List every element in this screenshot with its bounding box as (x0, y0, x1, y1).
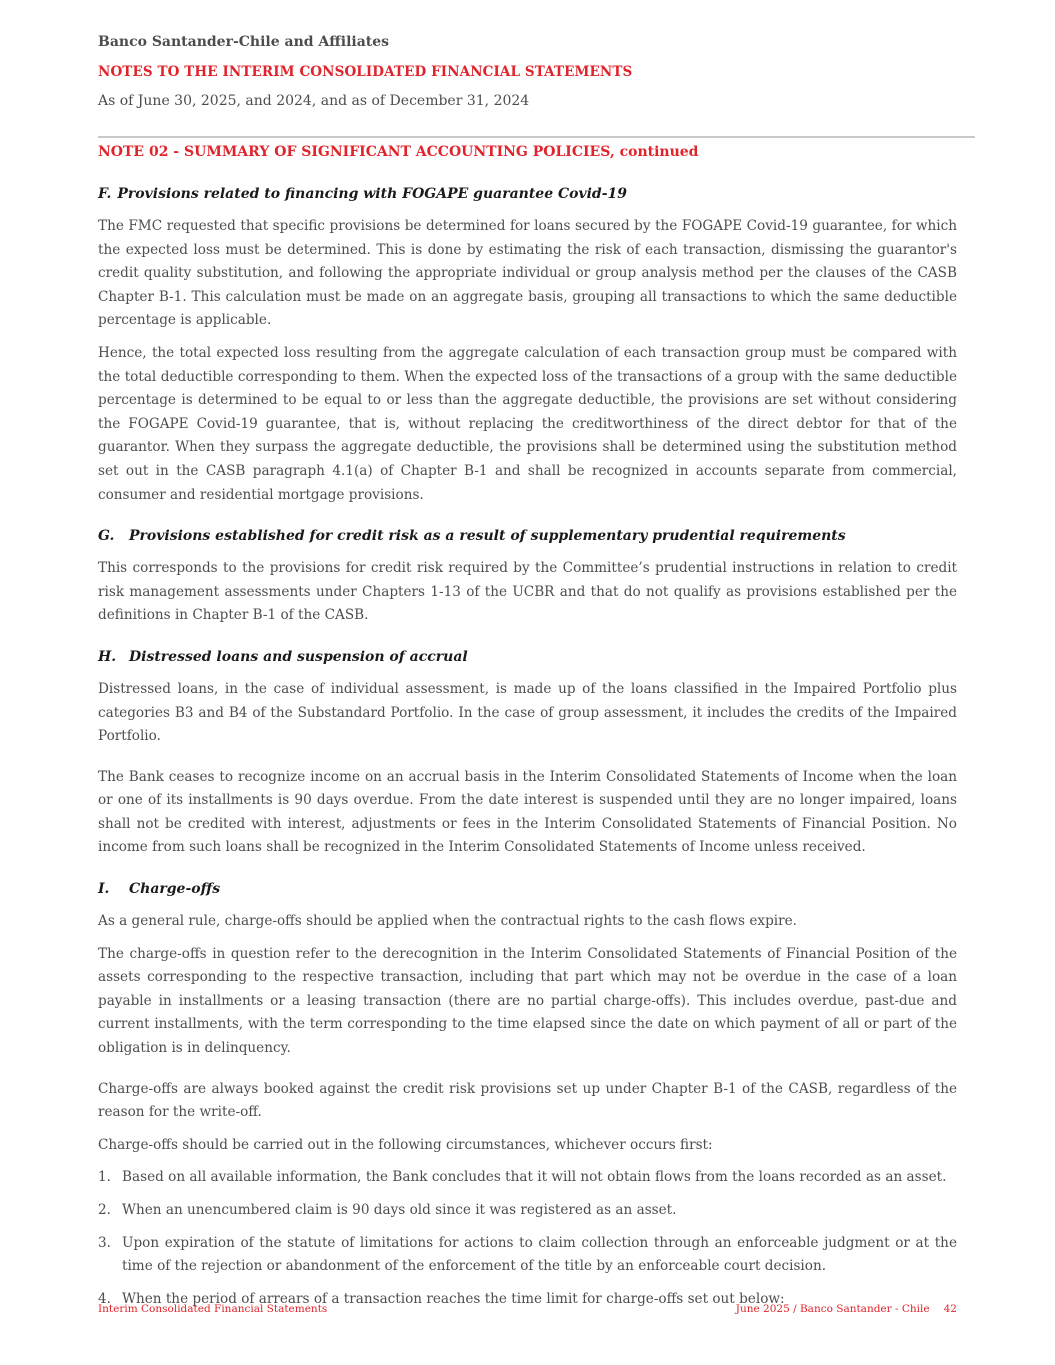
section-f-paragraph-1: The FMC requested that specific provisions be determined for loans secured by the FOGAPE Covid-19 guarantee, for which the expected loss must be determined. This is done by estimating the risk of each transaction, dismissing the guarantor's credit quality substitution, and following the appropriate individual or group analysis method per the clauses of the CASB Chapter B-1. This calculation must be made on an aggregate basis, grouping all transactions to which the same deductible percentage is applicable. (98, 218, 957, 329)
list-item-text: When an unencumbered claim is 90 days old since it was registered as an asset. (122, 1202, 677, 1218)
section-h-title: Distressed loans and suspension of accrual (129, 648, 468, 665)
section-i-paragraph-3: Charge-offs are always booked against the credit risk provisions set up under Chapter B-1 of the CASB, regardless of the reason for the write-off. (98, 1080, 957, 1121)
section-i-paragraph-4: Charge-offs should be carried out in the following circumstances, whichever occurs first: (98, 1136, 713, 1153)
section-g-paragraph-1: This corresponds to the provisions for credit risk required by the Committee’s prudential instructions in relation to credit risk management assessments under Chapters 1-13 of the UCBR and that do not qualify as provisions established per the definitions in Chapter B-1 of the CASB. (98, 560, 957, 624)
footer-document-title: Interim Consolidated Financial Statements (98, 1303, 328, 1315)
footer-date-issuer: June 2025 / Banco Santander - Chile (735, 1303, 930, 1315)
section-h-paragraph-2: The Bank ceases to recognize income on an accrual basis in the Interim Consolidated Statements of Income when the loan or one of its installments is 90 days overdue. From the date interest is suspended until they are no longer impaired, loans shall not be credited with interest, adjustments or fees in the Interim Consolidated Statements of Financial Position. No income from such loans shall be recognized in the Interim Consolidated Statements of Income unless received. (98, 768, 957, 856)
list-item-number: 1. (98, 1169, 111, 1186)
section-i-heading (98, 877, 957, 901)
section-f-paragraph-2: Hence, the total expected loss resulting from the aggregate calculation of each transaction group must be compared with the total deductible corresponding to them. When the expected loss of the transactions of a group with the same deductible percentage is determined to be equal to or less than the aggregate deductible, the provisions are set without considering the FOGAPE Covid-19 guarantee, that is, without replacing the creditworthiness of the direct debtor for that of the guarantor. When they surpass the aggregate deductible, the provisions shall be determined using the substitution method set out in the CASB paragraph 4.1(a) of Chapter B-1 and shall be recognized in accounts separate from commercial, consumer and residential mortgage provisions. (98, 344, 957, 503)
section-h-letter: H. (98, 648, 117, 665)
header-divider (98, 136, 975, 138)
section-f-title: Provisions related to financing with FOGAPE guarantee Covid-19 (117, 186, 628, 202)
list-item (98, 1232, 957, 1279)
section-h-paragraph-1: Distressed loans, in the case of individual assessment, is made up of the loans classified in the Impaired Portfolio plus categories B3 and B4 of the Substandard Portfolio. In the case of group assessment, it includes the credits of the Impaired Portfolio. (98, 680, 957, 745)
document-body (98, 182, 957, 1311)
footer-right (736, 1303, 957, 1315)
section-f-letter: F. (98, 186, 112, 202)
charge-off-circumstances-list (98, 1166, 957, 1311)
section-i-paragraph-2: The charge-offs in question refer to the derecognition in the Interim Consolidated Statements of Financial Position of the assets corresponding to the respective transaction, including that part which may not be overdue in the case of a loan payable in installments or a leasing transaction (there are no partial charge-offs). This includes overdue, past-due and current installments, with the term corresponding to the time elapsed since the date on which payment of all or part of the obligation is in delinquency. (98, 945, 957, 1057)
notes-title: NOTES TO THE INTERIM CONSOLIDATED FINANCIAL STATEMENTS (98, 64, 633, 80)
company-name: Banco Santander-Chile and Affiliates (98, 34, 390, 50)
list-item-text: When the period of arrears of a transaction reaches the time limit for charge-offs set out below: (122, 1290, 785, 1307)
list-item-text: Upon expiration of the statute of limitations for actions to claim collection through an enforceable judgment or at the time of the rejection or abandonment of the enforcement of the title by an enforceable court decision. (122, 1234, 957, 1275)
section-g-heading (98, 524, 957, 548)
section-f-heading (98, 182, 957, 206)
as-of-date: As of June 30, 2025, and 2024, and as of December 31, 2024 (98, 93, 530, 109)
section-i-title: Charge-offs (129, 881, 221, 898)
page-number: 42 (943, 1303, 957, 1315)
section-g-title: Provisions established for credit risk as a result of supplementary prudential requirements (129, 528, 846, 545)
section-g-letter: G. (98, 528, 115, 545)
list-item-number: 4. (98, 1290, 111, 1307)
list-item-text: Based on all available information, the Bank concludes that it will not obtain flows from the loans recorded as an asset. (122, 1169, 947, 1186)
list-item (98, 1199, 957, 1223)
section-i-paragraph-1: As a general rule, charge-offs should be applied when the contractual rights to the cash flows expire. (98, 913, 797, 930)
note-title: NOTE 02 - SUMMARY OF SIGNIFICANT ACCOUNTING POLICIES, continued (98, 144, 699, 160)
section-h-heading (98, 645, 957, 669)
section-i-letter: I. (98, 881, 110, 898)
list-item (98, 1166, 957, 1190)
list-item-number: 2. (98, 1202, 111, 1218)
list-item-number: 3. (98, 1234, 111, 1251)
